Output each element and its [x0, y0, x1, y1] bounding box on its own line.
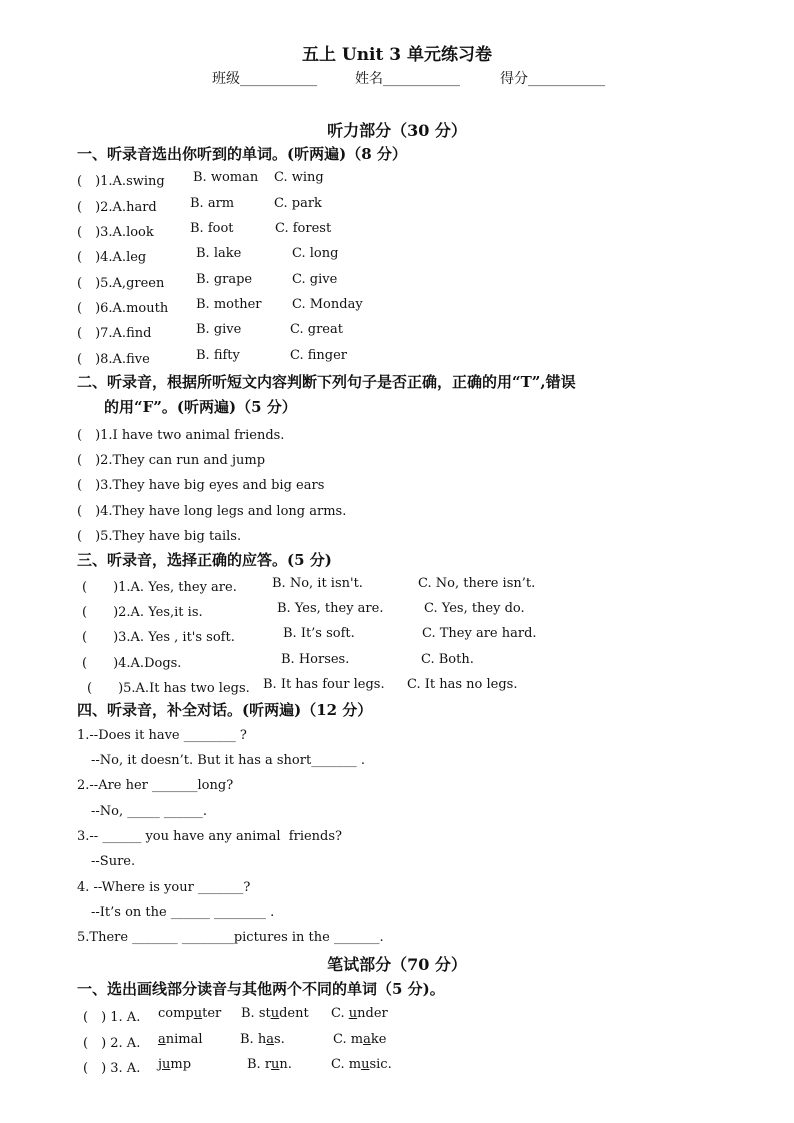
page-title: 五上 Unit 3 单元练习卷 — [301, 45, 493, 65]
dialogue-line: --Sure. — [91, 854, 136, 869]
question-number[interactable]: ( )8.A.five — [77, 352, 150, 367]
section-4-title: 四、听录音，补全对话。(听两遍)（12 分） — [77, 701, 373, 719]
option-a — [158, 1057, 191, 1072]
option-c: C. park — [274, 196, 322, 211]
underlined-letter: u — [361, 1057, 370, 1072]
prefix: comp — [158, 1006, 194, 1021]
prefix: C. m — [333, 1032, 364, 1047]
section-2-title-cont: 的用“F”。(听两遍)（5 分） — [104, 398, 297, 416]
statement-item[interactable]: ( )2.They can run and jump — [77, 453, 266, 468]
suffix: mp — [170, 1057, 192, 1072]
statement-item[interactable]: ( )5.They have big tails. — [77, 529, 242, 544]
class-field[interactable]: 班级___________ — [212, 71, 317, 87]
dialogue-line[interactable]: 2.--Are her _______long? — [77, 778, 234, 793]
statement-item[interactable]: ( )3.They have big eyes and big ears — [77, 478, 325, 493]
underlined-letter: a — [363, 1032, 371, 1047]
dialogue-line[interactable]: 4. --Where is your _______? — [77, 880, 251, 895]
response-option-b: B. No, it isn't. — [272, 576, 363, 591]
prefix: C. m — [331, 1057, 362, 1072]
response-option-a[interactable]: ( )4.A.Dogs. — [82, 656, 182, 671]
dialogue-line[interactable]: --No, it doesn’t. But it has a short_______ . — [91, 753, 365, 768]
option-c: C. give — [292, 272, 338, 287]
response-option-c: C. Both. — [421, 652, 474, 667]
question-number[interactable]: ( ) 1. A. — [83, 1010, 141, 1025]
suffix: sic. — [369, 1057, 392, 1072]
dialogue-line[interactable]: 5.There _______ ________pictures in the _______. — [77, 930, 384, 945]
question-number[interactable]: ( ) 3. A. — [83, 1061, 141, 1076]
option-c: C. forest — [275, 221, 332, 236]
underlined-letter: a — [158, 1032, 166, 1047]
option-a — [158, 1006, 221, 1021]
option-c: C. great — [290, 322, 343, 337]
score-field[interactable]: 得分___________ — [500, 71, 605, 87]
option-b — [240, 1032, 285, 1047]
section-3-title: 三、听录音，选择正确的应答。(5 分) — [77, 551, 332, 569]
response-option-a[interactable]: ( )1.A. Yes, they are. — [82, 580, 237, 595]
option-b — [247, 1057, 292, 1072]
option-c: C. long — [292, 246, 339, 261]
option-b: B. fifty — [196, 348, 240, 363]
option-b: B. grape — [196, 272, 253, 287]
dialogue-line[interactable]: 3.-- ______ you have any animal friends? — [77, 829, 343, 844]
question-number[interactable]: ( ) 2. A. — [83, 1036, 141, 1051]
response-option-c: C. Yes, they do. — [424, 601, 525, 616]
underlined-letter: u — [193, 1006, 203, 1021]
listening-part-title: 听力部分（30 分） — [327, 121, 467, 140]
prefix: j — [158, 1057, 163, 1072]
response-option-a[interactable]: ( )5.A.It has two legs. — [87, 681, 250, 696]
option-b: B. give — [196, 322, 242, 337]
option-b: B. mother — [196, 297, 262, 312]
name-field[interactable]: 姓名___________ — [355, 71, 460, 87]
response-option-b: B. Horses. — [281, 652, 350, 667]
underlined-letter: u — [348, 1006, 358, 1021]
suffix: n. — [279, 1057, 292, 1072]
question-number[interactable]: ( )2.A.hard — [77, 200, 157, 215]
option-c — [331, 1006, 388, 1021]
response-option-b: B. Yes, they are. — [277, 601, 384, 616]
dialogue-line[interactable]: --It’s on the ______ ________ . — [91, 905, 275, 920]
option-b — [241, 1006, 309, 1021]
dialogue-line[interactable]: 1.--Does it have ________ ? — [77, 728, 247, 743]
suffix: ke — [370, 1032, 387, 1047]
question-number[interactable]: ( )3.A.look — [77, 225, 154, 240]
prefix: B. h — [240, 1032, 267, 1047]
suffix: ter — [202, 1006, 222, 1021]
suffix: nimal — [165, 1032, 203, 1047]
option-c: C. Monday — [292, 297, 363, 312]
statement-item[interactable]: ( )4.They have long legs and long arms. — [77, 504, 347, 519]
underlined-letter: a — [266, 1032, 274, 1047]
option-c — [333, 1032, 386, 1047]
option-b: B. foot — [190, 221, 234, 236]
statement-item[interactable]: ( )1.I have two animal friends. — [77, 428, 285, 443]
question-number[interactable]: ( )4.A.leg — [77, 250, 147, 265]
option-a — [158, 1032, 203, 1047]
writing-part-title: 笔试部分（70 分） — [327, 955, 467, 974]
option-c: C. wing — [274, 170, 324, 185]
option-c — [331, 1057, 392, 1072]
section-2-title: 二、听录音，根据所听短文内容判断下列句子是否正确，正确的用“T”,错误 — [77, 373, 576, 391]
question-number[interactable]: ( )1.A.swing — [77, 174, 165, 189]
option-c: C. finger — [290, 348, 348, 363]
question-number[interactable]: ( )5.A,green — [77, 276, 165, 291]
response-option-a[interactable]: ( )3.A. Yes , it's soft. — [82, 630, 235, 645]
response-option-c: C. No, there isn’t. — [418, 576, 536, 591]
question-number[interactable]: ( )7.A.find — [77, 326, 152, 341]
response-option-b: B. It’s soft. — [283, 626, 355, 641]
underlined-letter: u — [271, 1057, 280, 1072]
section-1-title: 一、听录音选出你听到的单词。(听两遍)（8 分） — [77, 145, 407, 163]
writing-section-1-title: 一、选出画线部分读音与其他两个不同的单词（5 分)。 — [77, 980, 445, 998]
response-option-c: C. They are hard. — [422, 626, 537, 641]
response-option-c: C. It has no legs. — [407, 677, 518, 692]
prefix: B. st — [241, 1006, 271, 1021]
underlined-letter: u — [162, 1057, 171, 1072]
option-b: B. woman — [193, 170, 259, 185]
response-option-b: B. It has four legs. — [263, 677, 385, 692]
underlined-letter: u — [270, 1006, 280, 1021]
dialogue-line[interactable]: --No, _____ ______. — [91, 804, 208, 819]
response-option-a[interactable]: ( )2.A. Yes,it is. — [82, 605, 203, 620]
option-b: B. arm — [190, 196, 235, 211]
suffix: nder — [357, 1006, 388, 1021]
prefix: B. r — [247, 1057, 272, 1072]
question-number[interactable]: ( )6.A.mouth — [77, 301, 169, 316]
option-b: B. lake — [196, 246, 242, 261]
suffix: s. — [273, 1032, 285, 1047]
prefix: C. — [331, 1006, 349, 1021]
suffix: dent — [279, 1006, 309, 1021]
